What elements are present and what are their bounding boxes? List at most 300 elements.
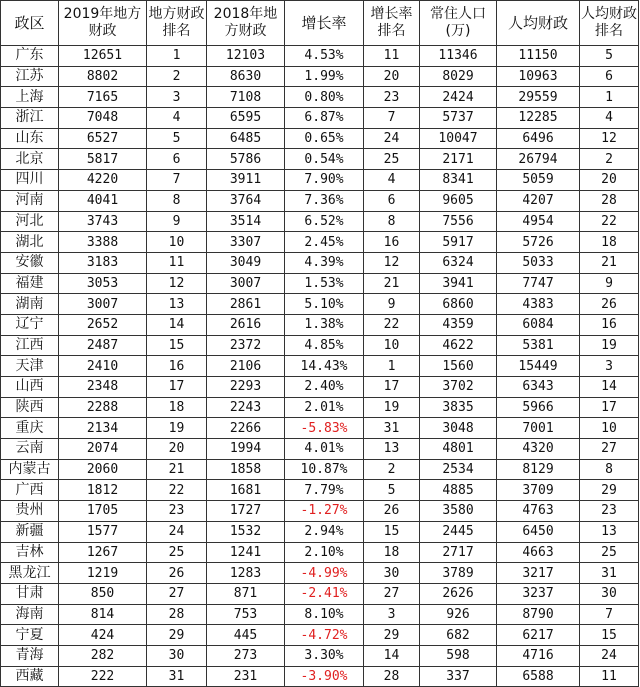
table-row xyxy=(1,314,639,335)
cell-fiscal-2018: 1994 xyxy=(207,439,285,460)
cell-growth: -3.90% xyxy=(285,666,364,687)
cell-growth-rank: 30 xyxy=(364,563,420,584)
cell-per-capita-rank: 20 xyxy=(580,170,639,191)
cell-region: 吉林 xyxy=(1,542,59,563)
cell-fiscal-2019: 424 xyxy=(59,625,147,646)
cell-region: 云南 xyxy=(1,439,59,460)
cell-rank: 18 xyxy=(147,397,207,418)
cell-per-capita-rank: 26 xyxy=(580,294,639,315)
table-row xyxy=(1,501,639,522)
cell-growth-rank: 24 xyxy=(364,128,420,149)
cell-fiscal-2018: 6595 xyxy=(207,108,285,129)
cell-fiscal-2019: 1219 xyxy=(59,563,147,584)
cell-fiscal-2018: 2106 xyxy=(207,356,285,377)
cell-population: 3702 xyxy=(420,377,497,398)
cell-per-capita-rank: 23 xyxy=(580,501,639,522)
table-row xyxy=(1,149,639,170)
cell-fiscal-2018: 871 xyxy=(207,583,285,604)
header-region: 政区 xyxy=(1,1,59,46)
cell-rank: 15 xyxy=(147,335,207,356)
cell-fiscal-2019: 1812 xyxy=(59,480,147,501)
table-row xyxy=(1,128,639,149)
cell-rank: 30 xyxy=(147,645,207,666)
cell-fiscal-2019: 3007 xyxy=(59,294,147,315)
cell-fiscal-2018: 1532 xyxy=(207,521,285,542)
cell-growth-rank: 12 xyxy=(364,252,420,273)
table-row xyxy=(1,46,639,67)
cell-region: 青海 xyxy=(1,645,59,666)
cell-fiscal-2019: 4220 xyxy=(59,170,147,191)
cell-growth-rank: 25 xyxy=(364,149,420,170)
cell-growth: 8.10% xyxy=(285,604,364,625)
cell-growth-rank: 11 xyxy=(364,46,420,67)
cell-growth-rank: 8 xyxy=(364,211,420,232)
cell-growth: 1.38% xyxy=(285,314,364,335)
cell-growth-rank: 22 xyxy=(364,314,420,335)
cell-population: 9605 xyxy=(420,190,497,211)
cell-growth-rank: 9 xyxy=(364,294,420,315)
cell-region: 北京 xyxy=(1,149,59,170)
table-body xyxy=(1,46,639,687)
cell-per-capita-rank: 25 xyxy=(580,542,639,563)
cell-rank: 9 xyxy=(147,211,207,232)
table-row xyxy=(1,542,639,563)
cell-growth-rank: 18 xyxy=(364,542,420,563)
table-row xyxy=(1,356,639,377)
cell-per-capita-rank: 7 xyxy=(580,604,639,625)
cell-fiscal-2019: 3183 xyxy=(59,252,147,273)
cell-growth: 2.94% xyxy=(285,521,364,542)
header-per-capita-rank: 人均财政排名 xyxy=(580,1,639,46)
cell-fiscal-2019: 4041 xyxy=(59,190,147,211)
cell-population: 4801 xyxy=(420,439,497,460)
cell-population: 3835 xyxy=(420,397,497,418)
cell-fiscal-2018: 2243 xyxy=(207,397,285,418)
cell-rank: 13 xyxy=(147,294,207,315)
cell-region: 贵州 xyxy=(1,501,59,522)
cell-growth-rank: 2 xyxy=(364,459,420,480)
cell-region: 内蒙古 xyxy=(1,459,59,480)
cell-growth: 5.10% xyxy=(285,294,364,315)
cell-growth: 4.39% xyxy=(285,252,364,273)
cell-fiscal-2019: 2410 xyxy=(59,356,147,377)
cell-population: 682 xyxy=(420,625,497,646)
cell-per-capita: 4320 xyxy=(497,439,580,460)
cell-per-capita-rank: 8 xyxy=(580,459,639,480)
cell-per-capita: 5726 xyxy=(497,232,580,253)
cell-fiscal-2019: 2134 xyxy=(59,418,147,439)
cell-per-capita: 4383 xyxy=(497,294,580,315)
cell-fiscal-2018: 3911 xyxy=(207,170,285,191)
cell-population: 1560 xyxy=(420,356,497,377)
cell-per-capita: 3709 xyxy=(497,480,580,501)
cell-fiscal-2019: 12651 xyxy=(59,46,147,67)
cell-per-capita-rank: 10 xyxy=(580,418,639,439)
cell-region: 江西 xyxy=(1,335,59,356)
cell-per-capita: 6217 xyxy=(497,625,580,646)
cell-per-capita: 6343 xyxy=(497,377,580,398)
cell-fiscal-2019: 2060 xyxy=(59,459,147,480)
cell-per-capita: 3237 xyxy=(497,583,580,604)
header-population: 常住人口(万) xyxy=(420,1,497,46)
cell-fiscal-2019: 7048 xyxy=(59,108,147,129)
cell-rank: 16 xyxy=(147,356,207,377)
header-rank: 地方财政排名 xyxy=(147,1,207,46)
cell-rank: 1 xyxy=(147,46,207,67)
table-row xyxy=(1,480,639,501)
cell-growth: 2.10% xyxy=(285,542,364,563)
cell-rank: 17 xyxy=(147,377,207,398)
cell-growth-rank: 3 xyxy=(364,604,420,625)
cell-population: 2717 xyxy=(420,542,497,563)
cell-per-capita: 4763 xyxy=(497,501,580,522)
cell-growth: -1.27% xyxy=(285,501,364,522)
cell-fiscal-2019: 1577 xyxy=(59,521,147,542)
cell-per-capita-rank: 1 xyxy=(580,87,639,108)
cell-fiscal-2018: 753 xyxy=(207,604,285,625)
cell-rank: 31 xyxy=(147,666,207,687)
cell-per-capita-rank: 15 xyxy=(580,625,639,646)
cell-region: 广西 xyxy=(1,480,59,501)
cell-growth: 0.80% xyxy=(285,87,364,108)
table-row xyxy=(1,521,639,542)
cell-region: 湖北 xyxy=(1,232,59,253)
cell-rank: 28 xyxy=(147,604,207,625)
cell-per-capita: 7001 xyxy=(497,418,580,439)
cell-fiscal-2018: 2266 xyxy=(207,418,285,439)
cell-per-capita-rank: 17 xyxy=(580,397,639,418)
header-growth: 增长率 xyxy=(285,1,364,46)
cell-growth: 2.45% xyxy=(285,232,364,253)
cell-rank: 11 xyxy=(147,252,207,273)
cell-per-capita: 12285 xyxy=(497,108,580,129)
table-row xyxy=(1,273,639,294)
cell-per-capita: 10963 xyxy=(497,66,580,87)
table-row xyxy=(1,232,639,253)
cell-per-capita-rank: 6 xyxy=(580,66,639,87)
cell-rank: 7 xyxy=(147,170,207,191)
cell-region: 甘肃 xyxy=(1,583,59,604)
cell-growth: 4.85% xyxy=(285,335,364,356)
cell-per-capita: 8790 xyxy=(497,604,580,625)
cell-fiscal-2019: 3053 xyxy=(59,273,147,294)
cell-region: 黑龙江 xyxy=(1,563,59,584)
cell-rank: 19 xyxy=(147,418,207,439)
cell-population: 598 xyxy=(420,645,497,666)
cell-growth: 6.52% xyxy=(285,211,364,232)
cell-population: 3941 xyxy=(420,273,497,294)
cell-fiscal-2019: 2288 xyxy=(59,397,147,418)
cell-region: 海南 xyxy=(1,604,59,625)
cell-fiscal-2018: 273 xyxy=(207,645,285,666)
cell-population: 926 xyxy=(420,604,497,625)
cell-population: 5737 xyxy=(420,108,497,129)
table-row xyxy=(1,190,639,211)
table-row xyxy=(1,666,639,687)
cell-growth-rank: 7 xyxy=(364,108,420,129)
cell-per-capita: 4954 xyxy=(497,211,580,232)
cell-per-capita-rank: 13 xyxy=(580,521,639,542)
cell-fiscal-2019: 222 xyxy=(59,666,147,687)
cell-fiscal-2018: 1727 xyxy=(207,501,285,522)
cell-rank: 10 xyxy=(147,232,207,253)
cell-fiscal-2018: 231 xyxy=(207,666,285,687)
cell-per-capita: 6496 xyxy=(497,128,580,149)
cell-fiscal-2018: 2293 xyxy=(207,377,285,398)
cell-population: 10047 xyxy=(420,128,497,149)
cell-growth-rank: 26 xyxy=(364,501,420,522)
cell-per-capita-rank: 27 xyxy=(580,439,639,460)
cell-fiscal-2018: 2616 xyxy=(207,314,285,335)
cell-per-capita: 26794 xyxy=(497,149,580,170)
cell-per-capita: 4716 xyxy=(497,645,580,666)
cell-rank: 27 xyxy=(147,583,207,604)
cell-fiscal-2019: 1267 xyxy=(59,542,147,563)
cell-fiscal-2019: 814 xyxy=(59,604,147,625)
cell-per-capita: 5059 xyxy=(497,170,580,191)
table-row xyxy=(1,170,639,191)
cell-growth: 7.79% xyxy=(285,480,364,501)
cell-per-capita: 6084 xyxy=(497,314,580,335)
cell-per-capita: 11150 xyxy=(497,46,580,67)
cell-fiscal-2018: 8630 xyxy=(207,66,285,87)
cell-region: 河南 xyxy=(1,190,59,211)
cell-fiscal-2019: 850 xyxy=(59,583,147,604)
cell-fiscal-2018: 3007 xyxy=(207,273,285,294)
cell-growth: 7.36% xyxy=(285,190,364,211)
cell-fiscal-2018: 6485 xyxy=(207,128,285,149)
table-row xyxy=(1,397,639,418)
cell-population: 4359 xyxy=(420,314,497,335)
cell-fiscal-2018: 2861 xyxy=(207,294,285,315)
cell-fiscal-2018: 5786 xyxy=(207,149,285,170)
cell-fiscal-2018: 1241 xyxy=(207,542,285,563)
table-row xyxy=(1,645,639,666)
cell-fiscal-2019: 3388 xyxy=(59,232,147,253)
cell-region: 福建 xyxy=(1,273,59,294)
cell-per-capita-rank: 9 xyxy=(580,273,639,294)
cell-growth: 0.65% xyxy=(285,128,364,149)
cell-per-capita-rank: 12 xyxy=(580,128,639,149)
table-row xyxy=(1,335,639,356)
cell-fiscal-2018: 445 xyxy=(207,625,285,646)
cell-growth: 2.40% xyxy=(285,377,364,398)
cell-fiscal-2018: 3049 xyxy=(207,252,285,273)
cell-region: 山东 xyxy=(1,128,59,149)
cell-population: 2171 xyxy=(420,149,497,170)
cell-growth: 1.53% xyxy=(285,273,364,294)
table-row xyxy=(1,252,639,273)
cell-rank: 20 xyxy=(147,439,207,460)
cell-growth-rank: 4 xyxy=(364,170,420,191)
cell-growth: -4.99% xyxy=(285,563,364,584)
cell-fiscal-2018: 7108 xyxy=(207,87,285,108)
table-row xyxy=(1,294,639,315)
cell-fiscal-2018: 3307 xyxy=(207,232,285,253)
cell-growth: 6.87% xyxy=(285,108,364,129)
cell-fiscal-2018: 1681 xyxy=(207,480,285,501)
cell-per-capita-rank: 22 xyxy=(580,211,639,232)
cell-region: 江苏 xyxy=(1,66,59,87)
cell-per-capita-rank: 11 xyxy=(580,666,639,687)
cell-region: 宁夏 xyxy=(1,625,59,646)
cell-population: 4885 xyxy=(420,480,497,501)
cell-growth-rank: 5 xyxy=(364,480,420,501)
cell-per-capita: 6588 xyxy=(497,666,580,687)
cell-region: 浙江 xyxy=(1,108,59,129)
cell-rank: 21 xyxy=(147,459,207,480)
table-row xyxy=(1,625,639,646)
cell-growth-rank: 6 xyxy=(364,190,420,211)
cell-per-capita: 6450 xyxy=(497,521,580,542)
cell-per-capita-rank: 29 xyxy=(580,480,639,501)
cell-per-capita-rank: 21 xyxy=(580,252,639,273)
cell-growth-rank: 17 xyxy=(364,377,420,398)
cell-growth-rank: 14 xyxy=(364,645,420,666)
cell-per-capita-rank: 18 xyxy=(580,232,639,253)
cell-population: 2445 xyxy=(420,521,497,542)
cell-population: 2626 xyxy=(420,583,497,604)
cell-growth: 3.30% xyxy=(285,645,364,666)
cell-population: 337 xyxy=(420,666,497,687)
cell-growth-rank: 31 xyxy=(364,418,420,439)
cell-region: 四川 xyxy=(1,170,59,191)
cell-growth: 7.90% xyxy=(285,170,364,191)
cell-per-capita: 5033 xyxy=(497,252,580,273)
cell-per-capita: 4207 xyxy=(497,190,580,211)
cell-fiscal-2019: 6527 xyxy=(59,128,147,149)
cell-rank: 12 xyxy=(147,273,207,294)
cell-per-capita-rank: 2 xyxy=(580,149,639,170)
cell-growth: 10.87% xyxy=(285,459,364,480)
cell-fiscal-2019: 7165 xyxy=(59,87,147,108)
cell-per-capita: 5381 xyxy=(497,335,580,356)
cell-fiscal-2019: 5817 xyxy=(59,149,147,170)
cell-region: 湖南 xyxy=(1,294,59,315)
cell-growth-rank: 29 xyxy=(364,625,420,646)
cell-fiscal-2019: 282 xyxy=(59,645,147,666)
cell-growth: 1.99% xyxy=(285,66,364,87)
cell-region: 西藏 xyxy=(1,666,59,687)
header-growth-rank: 增长率排名 xyxy=(364,1,420,46)
cell-rank: 2 xyxy=(147,66,207,87)
cell-growth-rank: 28 xyxy=(364,666,420,687)
cell-growth: 14.43% xyxy=(285,356,364,377)
cell-per-capita: 3217 xyxy=(497,563,580,584)
cell-growth: -2.41% xyxy=(285,583,364,604)
table-row xyxy=(1,459,639,480)
table-row xyxy=(1,604,639,625)
cell-growth-rank: 23 xyxy=(364,87,420,108)
cell-population: 3580 xyxy=(420,501,497,522)
cell-rank: 23 xyxy=(147,501,207,522)
cell-per-capita-rank: 3 xyxy=(580,356,639,377)
cell-fiscal-2019: 2487 xyxy=(59,335,147,356)
table-row xyxy=(1,87,639,108)
cell-region: 辽宁 xyxy=(1,314,59,335)
cell-growth-rank: 19 xyxy=(364,397,420,418)
header-per-capita: 人均财政 xyxy=(497,1,580,46)
cell-rank: 26 xyxy=(147,563,207,584)
cell-growth-rank: 10 xyxy=(364,335,420,356)
cell-per-capita: 7747 xyxy=(497,273,580,294)
cell-region: 安徽 xyxy=(1,252,59,273)
cell-rank: 24 xyxy=(147,521,207,542)
cell-growth-rank: 15 xyxy=(364,521,420,542)
cell-rank: 5 xyxy=(147,128,207,149)
cell-population: 11346 xyxy=(420,46,497,67)
cell-growth: 2.01% xyxy=(285,397,364,418)
cell-per-capita: 8129 xyxy=(497,459,580,480)
cell-rank: 14 xyxy=(147,314,207,335)
cell-rank: 25 xyxy=(147,542,207,563)
cell-fiscal-2018: 3764 xyxy=(207,190,285,211)
cell-population: 8341 xyxy=(420,170,497,191)
cell-rank: 8 xyxy=(147,190,207,211)
table-row xyxy=(1,418,639,439)
cell-per-capita-rank: 19 xyxy=(580,335,639,356)
cell-fiscal-2019: 2652 xyxy=(59,314,147,335)
cell-fiscal-2019: 2348 xyxy=(59,377,147,398)
header-fiscal-2018: 2018年地方财政 xyxy=(207,1,285,46)
cell-fiscal-2019: 1705 xyxy=(59,501,147,522)
cell-per-capita-rank: 28 xyxy=(580,190,639,211)
cell-fiscal-2018: 1283 xyxy=(207,563,285,584)
table-row xyxy=(1,211,639,232)
cell-population: 3789 xyxy=(420,563,497,584)
cell-fiscal-2019: 3743 xyxy=(59,211,147,232)
cell-per-capita-rank: 31 xyxy=(580,563,639,584)
header-row xyxy=(1,1,639,46)
table-row xyxy=(1,583,639,604)
cell-growth-rank: 1 xyxy=(364,356,420,377)
cell-per-capita-rank: 14 xyxy=(580,377,639,398)
cell-population: 2424 xyxy=(420,87,497,108)
cell-per-capita: 5966 xyxy=(497,397,580,418)
cell-per-capita: 29559 xyxy=(497,87,580,108)
cell-per-capita-rank: 30 xyxy=(580,583,639,604)
cell-growth-rank: 20 xyxy=(364,66,420,87)
cell-rank: 4 xyxy=(147,108,207,129)
cell-growth-rank: 21 xyxy=(364,273,420,294)
cell-fiscal-2018: 2372 xyxy=(207,335,285,356)
cell-population: 3048 xyxy=(420,418,497,439)
cell-growth: 4.53% xyxy=(285,46,364,67)
table-row xyxy=(1,108,639,129)
cell-growth-rank: 27 xyxy=(364,583,420,604)
table-row xyxy=(1,563,639,584)
cell-population: 8029 xyxy=(420,66,497,87)
cell-population: 6324 xyxy=(420,252,497,273)
cell-growth-rank: 16 xyxy=(364,232,420,253)
cell-per-capita-rank: 16 xyxy=(580,314,639,335)
cell-population: 6860 xyxy=(420,294,497,315)
cell-rank: 29 xyxy=(147,625,207,646)
cell-growth: -4.72% xyxy=(285,625,364,646)
cell-fiscal-2018: 3514 xyxy=(207,211,285,232)
cell-region: 广东 xyxy=(1,46,59,67)
table-row xyxy=(1,66,639,87)
cell-population: 2534 xyxy=(420,459,497,480)
cell-population: 5917 xyxy=(420,232,497,253)
cell-region: 新疆 xyxy=(1,521,59,542)
cell-rank: 3 xyxy=(147,87,207,108)
header-fiscal-2019: 2019年地方财政 xyxy=(59,1,147,46)
cell-growth: 4.01% xyxy=(285,439,364,460)
cell-population: 7556 xyxy=(420,211,497,232)
cell-region: 上海 xyxy=(1,87,59,108)
cell-region: 陕西 xyxy=(1,397,59,418)
